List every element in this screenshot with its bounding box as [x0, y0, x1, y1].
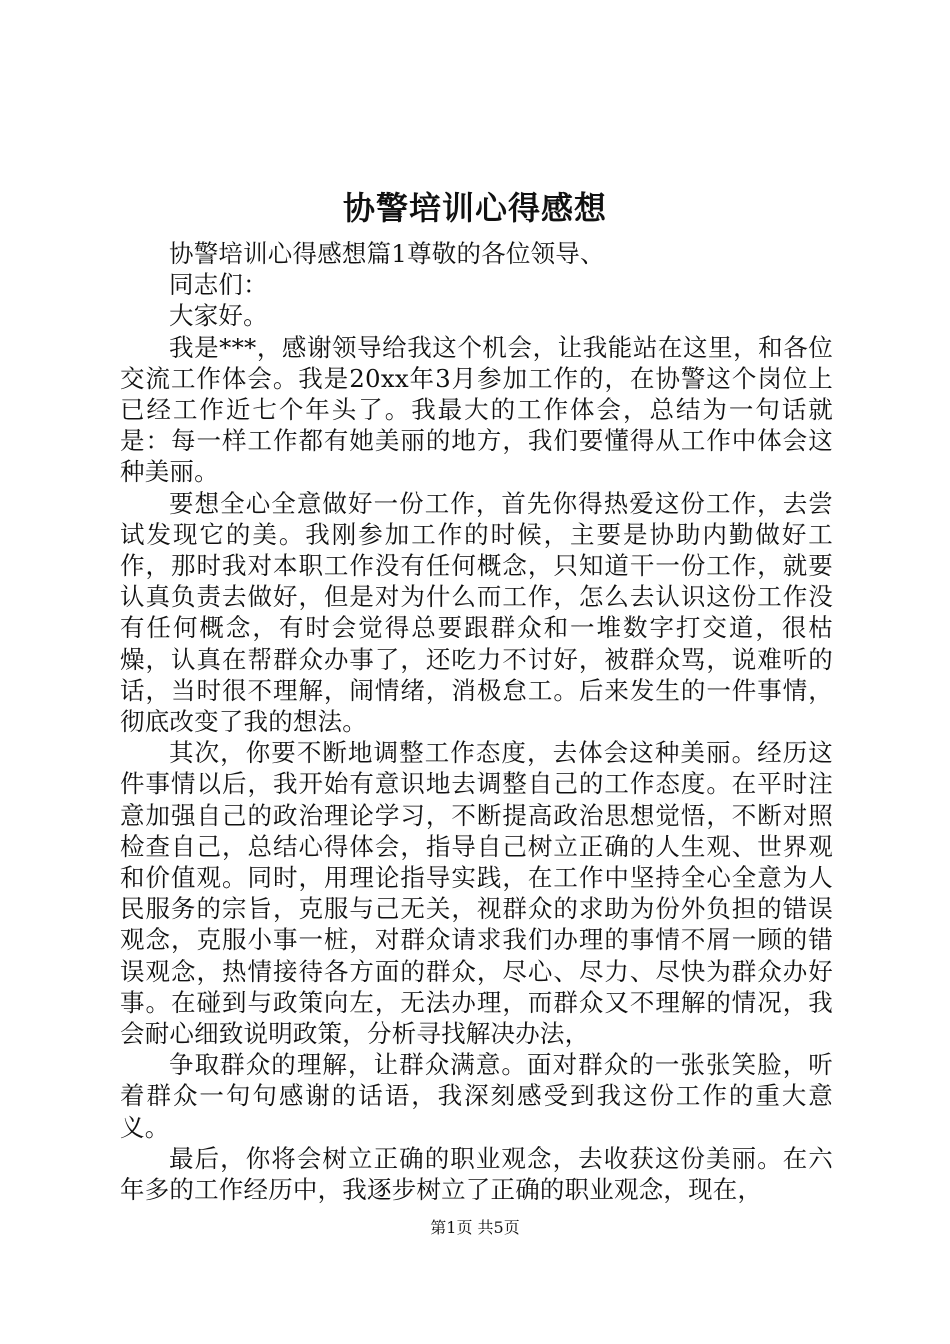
paragraph-4: 我是***，感谢领导给我这个机会，让我能站在这里，和各位交流工作体会。我是20xx年3月参加工作的，在协警这个岗位上已经工作近七个年头了。我最大的工作体会，总结为一句话就是：每一样工作都有她美丽的地方，我们要懂得从工作中体会这种美丽。 — [120, 332, 833, 487]
document-body — [120, 238, 833, 1205]
paragraph-5: 要想全心全意做好一份工作，首先你得热爱这份工作，去尝试发现它的美。我刚参加工作的时候，主要是协助内勤做好工作，那时我对本职工作没有任何概念，只知道干一份工作，就要认真负责去做好，但是对为什么而工作，怎么去认识这份工作没有任何概念，有时会觉得总要跟群众和一堆数字打交道，很枯燥，认真在帮群众办事了，还吃力不讨好，被群众骂，说难听的话，当时很不理解，闹情绪，消极怠工。后来发生的一件事情，彻底改变了我的想法。 — [120, 488, 833, 737]
paragraph-3: 大家好。 — [169, 301, 268, 331]
paragraph-8: 最后，你将会树立正确的职业观念，去收获这份美丽。在六年多的工作经历中，我逐步树立了正确的职业观念，现在， — [120, 1143, 833, 1205]
paragraph-7: 争取群众的理解，让群众满意。面对群众的一张张笑脸，听着群众一句句感谢的话语，我深刻感受到我这份工作的重大意义。 — [120, 1050, 833, 1142]
paragraph-1: 协警培训心得感想篇1尊敬的各位领导、 — [169, 239, 605, 268]
document-title: 协警培训心得感想 — [342, 189, 607, 227]
page-footer: 第1页 共5页 — [430, 1218, 520, 1237]
paragraph-2: 同志们： — [169, 270, 268, 300]
paragraph-6: 其次，你要不断地调整工作态度，去体会这种美丽。经历这件事情以后，我开始有意识地去调整自己的工作态度。在平时注意加强自己的政治理论学习，不断提高政治思想觉悟，不断对照检查自己，总结心得体会，指导自己树立正确的人生观、世界观和价值观。同时，用理论指导实践，在工作中坚持全心全意为人民服务的宗旨，克服与己无关，视群众的求助为份外负担的错误观念，克服小事一桩，对群众请求我们办理的事情不屑一顾的错误观念，热情接待各方面的群众，尽心、尽力、尽快为群众办好事。在碰到与政策向左，无法办理，而群众又不理解的情况，我会耐心细致说明政策，分析寻找解决办法， — [120, 738, 833, 1049]
